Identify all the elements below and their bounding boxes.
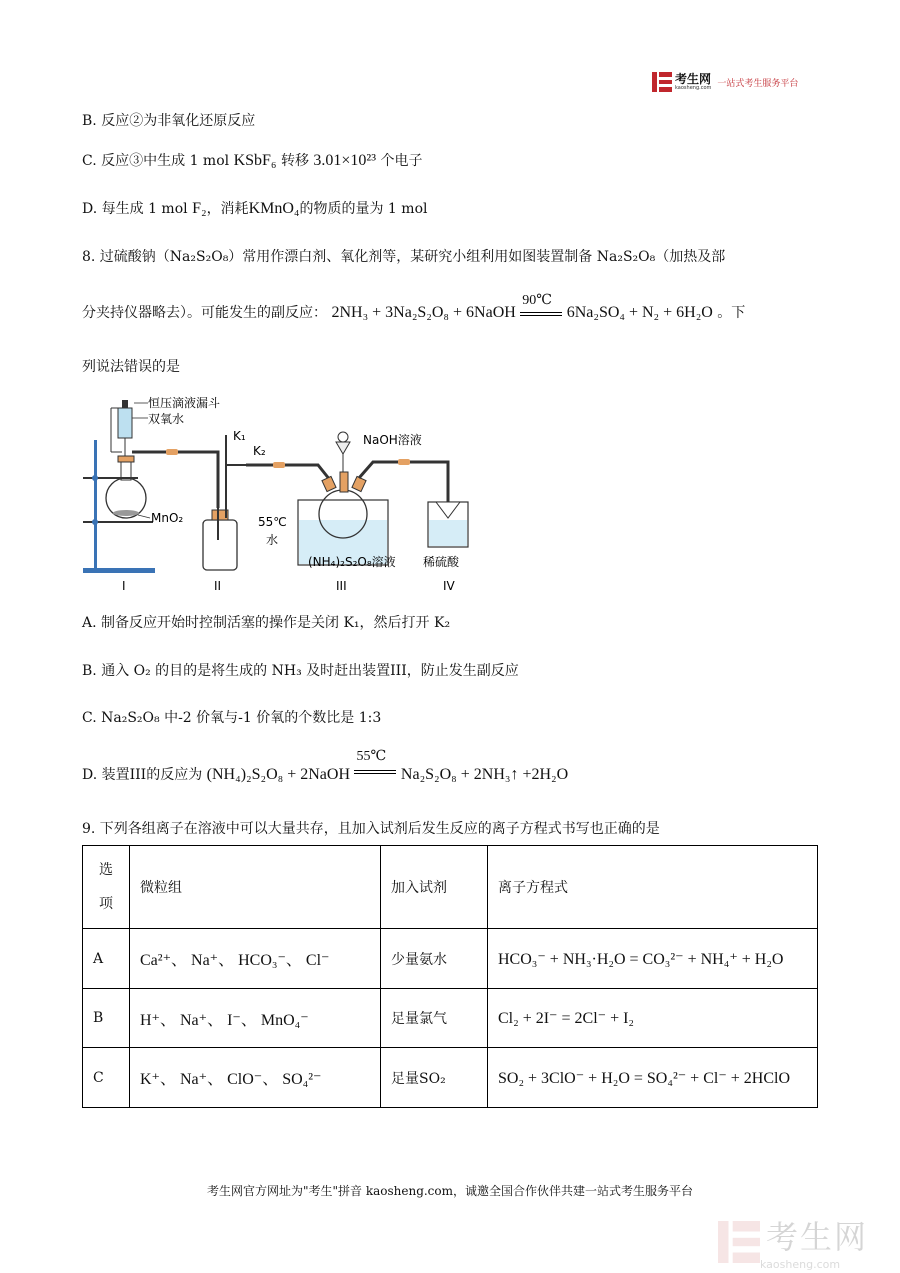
q8-option-b: B. 通入 O₂ 的目的是将生成的 NH₃ 及时赶出装置III，防止发生副反应: [82, 663, 519, 679]
side-reaction-left: 2NH₃ + 3Na₂S₂O₈ + 6NaOH: [331, 304, 516, 321]
row-equation: HCO₃⁻ + NH₃·H₂O = CO₃²⁻ + NH₄⁺ + H₂O: [488, 929, 818, 989]
row-reagent: 足量氯气: [381, 989, 488, 1048]
q8-stem-line3: 列说法错误的是: [82, 359, 180, 375]
row-ions: H⁺、 Na⁺、 I⁻、 MnO₄⁻: [130, 989, 381, 1048]
label-k2: K₂: [253, 444, 266, 458]
row-reagent: 足量SO₂: [381, 1048, 488, 1108]
label-IV: IV: [443, 579, 455, 593]
label-h2o2: 双氧水: [148, 412, 185, 426]
row-equation: Cl₂ + 2I⁻ = 2Cl⁻ + I₂: [488, 989, 818, 1048]
table-row: [83, 929, 818, 989]
header-equation: 离子方程式: [488, 846, 818, 929]
dropping-funnel: [118, 408, 132, 438]
q8-option-c: C. Na₂S₂O₈ 中-2 价氧与-1 价氧的个数比是 1:3: [82, 710, 382, 726]
row-reagent: 少量氨水: [381, 929, 488, 989]
q7-option-b: B. 反应②为非氧化还原反应: [82, 113, 256, 129]
stand-rod: [94, 440, 97, 570]
label-solution: (NH₄)₂S₂O₈溶液: [308, 555, 396, 569]
row-ions: Ca²⁺、 Na⁺、 HCO₃⁻、 Cl⁻: [130, 929, 381, 989]
label-water: 水: [266, 533, 279, 547]
label-III: III: [336, 579, 347, 593]
header-reagent: 加入试剂: [381, 846, 488, 929]
q8-stem-line1: 8. 过硫酸钠（Na₂S₂O₈）常用作漂白剂、氧化剂等，某研究小组利用如图装置制备 Na₂S₂O₈（加热及部: [82, 249, 726, 265]
row-option: A: [83, 929, 130, 989]
label-acid: 稀硫酸: [423, 555, 460, 569]
q8-option-d: D. 装置III的反应为 (NH₄)₂S₂O₈ + 2NaOH 55℃ Na₂S₂O₈ + 2NH₃↑ +2H₂O: [82, 749, 569, 783]
bottle-II: [203, 520, 237, 570]
side-reaction-right: 6Na₂SO₄ + N₂ + 6H₂O: [566, 304, 713, 321]
header-logo[interactable]: [652, 72, 798, 92]
table-row: [83, 989, 818, 1048]
q9-stem: 9. 下列各组离子在溶液中可以大量共存，且加入试剂后发生反应的离子方程式书写也正确的是: [82, 821, 660, 837]
label-naoh: NaOH溶液: [363, 433, 422, 447]
label-temp: 55℃: [258, 515, 287, 529]
row-option: C: [83, 1048, 130, 1108]
logo-icon: [652, 72, 672, 92]
label-I: I: [122, 579, 126, 593]
stand-base: [83, 568, 155, 573]
q9-table: [82, 845, 818, 1108]
label-II: II: [214, 579, 222, 593]
row-option: B: [83, 989, 130, 1048]
header-ions: 微粒组: [130, 846, 381, 929]
q7-option-d: D. 每生成 1 mol F₂，消耗KMnO₄的物质的量为 1 mol: [82, 200, 428, 217]
watermark: [718, 1212, 868, 1271]
side-reaction-arrow: 90℃: [520, 292, 562, 322]
logo-url: kaosheng.com: [675, 85, 712, 91]
logo-name: 考生网: [675, 72, 712, 86]
apparatus-diagram: [78, 390, 498, 600]
reaction-arrow: 55℃: [354, 748, 396, 780]
label-mno2: MnO₂: [151, 511, 184, 525]
header-option: 选 项: [83, 846, 130, 929]
row-ions: K⁺、 Na⁺、 ClO⁻、 SO₄²⁻: [130, 1048, 381, 1108]
table-row: [83, 1048, 818, 1108]
watermark-text: 考生网: [766, 1218, 869, 1256]
watermark-logo-icon: [718, 1221, 760, 1263]
q8-stem-line2: 分夹持仪器略去）。可能发生的副反应： 2NH₃ + 3Na₂S₂O₈ + 6NaOH 90℃ 6Na₂SO₄ + N₂ + 6H₂O 。下: [82, 293, 746, 321]
footer-text: 考生网官方网址为"考生"拼音 kaosheng.com，诚邀全国合作伙伴共建一站式考生服务平台: [206, 1184, 694, 1198]
q8-option-a: A. 制备反应开始时控制活塞的操作是关闭 K₁，然后打开 K₂: [82, 615, 451, 631]
row-equation: SO₂ + 3ClO⁻ + H₂O = SO₄²⁻ + Cl⁻ + 2HClO: [488, 1048, 818, 1108]
table-header-row: [83, 846, 818, 929]
label-funnel: 恒压滴液漏斗: [148, 396, 221, 410]
label-k1: K₁: [233, 429, 246, 443]
logo-slogan: 一站式考生服务平台: [717, 78, 799, 89]
watermark-url: kaosheng.com: [760, 1258, 841, 1271]
q7-option-c: C. 反应③中生成 1 mol KSbF₆ 转移 3.01×10²³ 个电子: [82, 152, 423, 169]
